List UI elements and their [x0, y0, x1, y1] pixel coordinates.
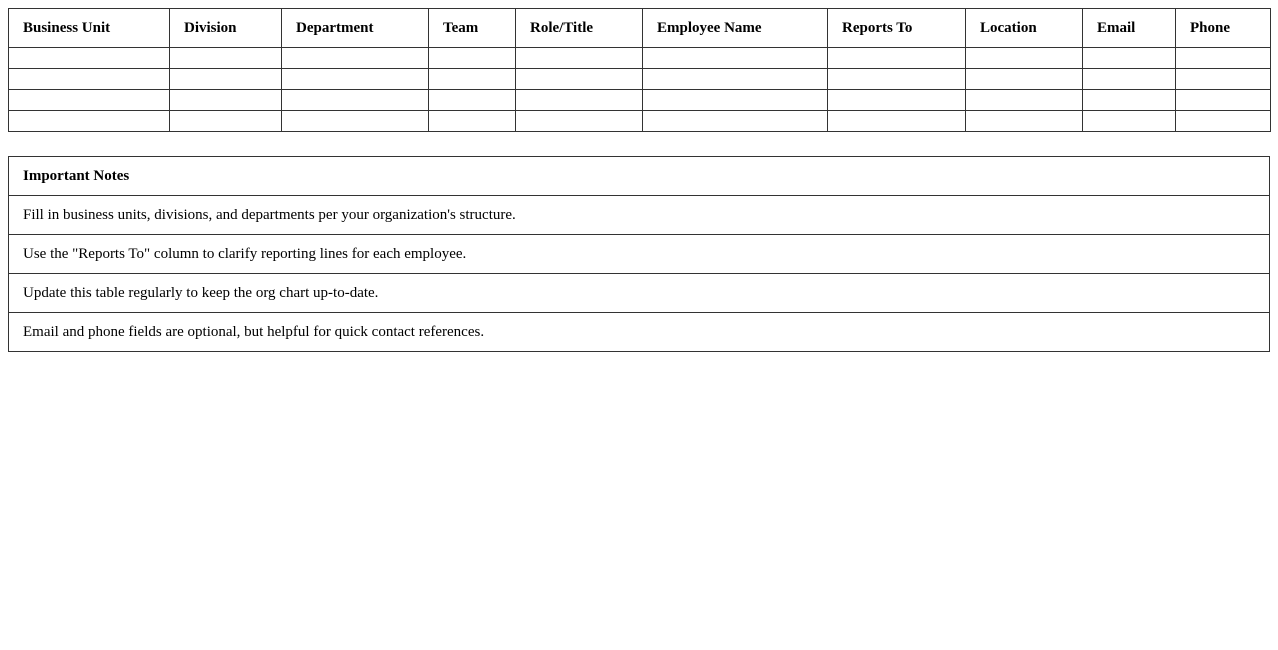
note-item: Use the "Reports To" column to clarify reporting lines for each employee. [9, 235, 1270, 274]
table-cell[interactable] [516, 90, 643, 111]
header-division: Division [170, 9, 282, 48]
notes-header-row [9, 157, 1270, 196]
table-cell[interactable] [1083, 69, 1176, 90]
table-cell[interactable] [282, 48, 429, 69]
table-cell[interactable] [9, 90, 170, 111]
notes-row [9, 196, 1270, 235]
header-phone: Phone [1176, 9, 1271, 48]
note-item: Update this table regularly to keep the org chart up-to-date. [9, 274, 1270, 313]
table-cell[interactable] [516, 69, 643, 90]
notes-row [9, 235, 1270, 274]
table-cell[interactable] [170, 90, 282, 111]
table-cell[interactable] [282, 90, 429, 111]
table-cell[interactable] [9, 69, 170, 90]
header-department: Department [282, 9, 429, 48]
table-cell[interactable] [828, 111, 966, 132]
table-cell[interactable] [643, 90, 828, 111]
table-cell[interactable] [170, 69, 282, 90]
table-cell[interactable] [1176, 48, 1271, 69]
table-row [9, 48, 1271, 69]
table-cell[interactable] [966, 90, 1083, 111]
table-cell[interactable] [9, 111, 170, 132]
table-cell[interactable] [516, 48, 643, 69]
header-reports-to: Reports To [828, 9, 966, 48]
table-cell[interactable] [429, 90, 516, 111]
table-cell[interactable] [966, 69, 1083, 90]
table-cell[interactable] [643, 69, 828, 90]
table-row [9, 90, 1271, 111]
header-email: Email [1083, 9, 1176, 48]
header-team: Team [429, 9, 516, 48]
header-employee-name: Employee Name [643, 9, 828, 48]
table-cell[interactable] [1083, 111, 1176, 132]
notes-table [8, 156, 1270, 352]
table-cell[interactable] [1176, 90, 1271, 111]
table-cell[interactable] [282, 69, 429, 90]
table-cell[interactable] [1083, 48, 1176, 69]
page-content [8, 8, 1270, 352]
table-cell[interactable] [282, 111, 429, 132]
table-cell[interactable] [643, 111, 828, 132]
table-cell[interactable] [1176, 69, 1271, 90]
table-cell[interactable] [170, 48, 282, 69]
header-row [9, 9, 1271, 48]
header-role-title: Role/Title [516, 9, 643, 48]
header-location: Location [966, 9, 1083, 48]
table-cell[interactable] [429, 48, 516, 69]
table-cell[interactable] [516, 111, 643, 132]
table-cell[interactable] [170, 111, 282, 132]
table-cell[interactable] [1176, 111, 1271, 132]
table-cell[interactable] [828, 48, 966, 69]
note-item: Email and phone fields are optional, but helpful for quick contact references. [9, 313, 1270, 352]
org-chart-table [8, 8, 1271, 132]
table-cell[interactable] [828, 90, 966, 111]
notes-title: Important Notes [9, 157, 1270, 196]
notes-row [9, 313, 1270, 352]
note-item: Fill in business units, divisions, and departments per your organization's structure. [9, 196, 1270, 235]
table-cell[interactable] [429, 111, 516, 132]
table-row [9, 69, 1271, 90]
table-cell[interactable] [643, 48, 828, 69]
table-cell[interactable] [1083, 90, 1176, 111]
table-cell[interactable] [966, 111, 1083, 132]
table-cell[interactable] [966, 48, 1083, 69]
table-cell[interactable] [429, 69, 516, 90]
table-cell[interactable] [828, 69, 966, 90]
table-row [9, 111, 1271, 132]
table-cell[interactable] [9, 48, 170, 69]
notes-row [9, 274, 1270, 313]
header-business-unit: Business Unit [9, 9, 170, 48]
